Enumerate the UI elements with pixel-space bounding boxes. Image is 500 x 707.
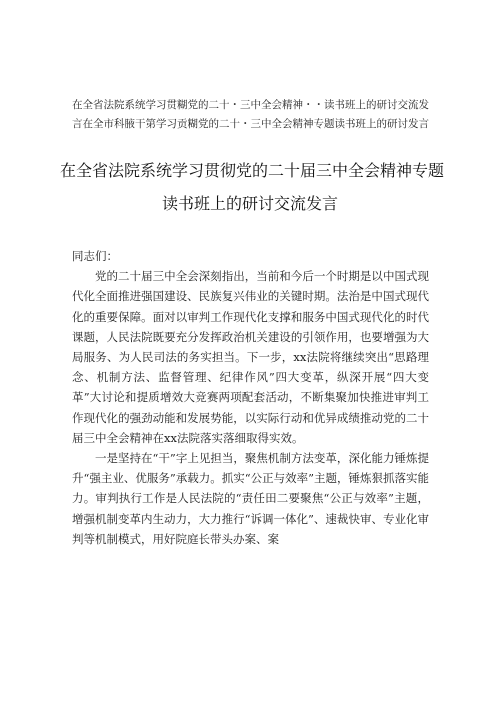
document-main-title <box>60 154 445 220</box>
main-title-line-2: 读书班上的研讨交流发言 <box>161 194 338 213</box>
salutation: 同志们： <box>72 249 118 263</box>
body-paragraph-1: 党的二十届三中全会深刻指出，当前和今后一个时期是以中国式现代化全面推进强国建设、民族复兴伟业的关键时期。法治是中国式现代化的重要保障。面对以审判工作现代化支撑和服务中国式现代化的时代课题，人民法院既要充分发挥政治机关建设的引领作用，也要增强为大局服务、为人民司法的务实担当。下一步，xx法院将继续突出“思路理念、机制方法、监督管理、纪律作风”四大变革，纵深开展“四大变革”大讨论和提质增效大竞赛两项配套活动，不断集聚加快推进审判工作现代化的强劲动能和发展势能，以实际行动和优异成绩推动党的二十届三中全会精神在xx法院落实落细取得实效。 <box>72 269 429 445</box>
main-title-line-1: 在全省法院系统学习贯彻党的二十届三中全会精神专题 <box>60 161 445 180</box>
body-paragraph-2: 一是坚持在“干”字上见担当，聚焦机制方法变革，深化能力锤炼提升“强主业、优服务”承载力。抓实“公正与效率”主题，锤炼狠抓落实能力。审判执行工作是人民法院的“责任田二要聚焦“公正与效率”主题，增强机制变革内生动力，大力推行“诉调一体化”、速裁快审、专业化审判等机制模式，用好院庭长带头办案、案 <box>72 451 430 546</box>
document-header-title: 在全省法院系统学习贯糊党的二十・三中全会精神・・读书班上的研讨交流发言在全市科腋干第学习贡糊党的二十・三中全会精神专题读书班上的研讨发言 <box>72 99 429 130</box>
document-body <box>72 246 429 549</box>
